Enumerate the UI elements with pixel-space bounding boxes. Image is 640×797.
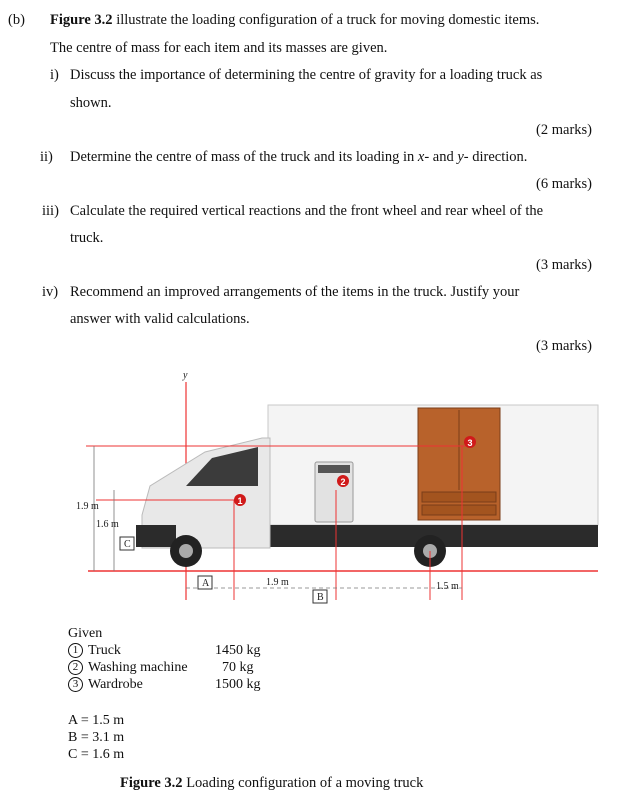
dim-19m-bottom: 1.9 m — [266, 577, 289, 588]
given-item-2 — [68, 660, 188, 676]
intro-line-1 — [50, 12, 539, 29]
subq-ii-end: - direction. — [463, 149, 528, 165]
subq-i-line1: Discuss the importance of determining the centre of gravity for a loading truck as — [70, 67, 543, 83]
given-dim-a: A = 1.5 m — [68, 713, 125, 728]
dim-19m-left: 1.9 m — [76, 501, 99, 512]
marker-1-label: 1 — [237, 496, 243, 506]
figure-caption — [120, 775, 423, 792]
given-dim-c: C = 1.6 m — [68, 747, 125, 762]
subq-i-marks: (2 marks) — [536, 122, 592, 138]
label-c: C — [124, 539, 131, 550]
x-variable: x — [417, 149, 425, 165]
front-wheel-hub — [179, 544, 193, 558]
subq-ii-num: ii) — [40, 149, 53, 165]
subq-iii-num: iii) — [42, 203, 59, 219]
given-item-2-mass: 70 kg — [222, 660, 254, 675]
given-item-2-name: Washing machine — [88, 660, 188, 675]
y-axis-label: y — [183, 370, 188, 381]
subq-iv-num: iv) — [42, 284, 59, 300]
dim-15m: 1.5 m — [436, 581, 459, 592]
subq-iv-line2: answer with valid calculations. — [70, 311, 250, 327]
wardrobe-drawer-2 — [422, 505, 496, 515]
subq-i-line2: shown. — [70, 95, 112, 111]
intro-line-2: The centre of mass for each item and its masses are given. — [50, 40, 388, 56]
subq-iii-line1: Calculate the required vertical reactions and the front wheel and rear wheel of the — [70, 203, 544, 219]
subq-ii-marks: (6 marks) — [536, 176, 592, 192]
given-item-1-name: Truck — [88, 643, 121, 658]
caption-label: Figure 3.2 — [120, 775, 183, 791]
given-item-3-name: Wardrobe — [88, 677, 143, 692]
label-a: A — [202, 578, 210, 589]
given-dim-b: B = 3.1 m — [68, 730, 125, 745]
given-item-1-num: 1 — [68, 643, 83, 658]
subq-iii-marks: (3 marks) — [536, 257, 592, 273]
given-item-3 — [68, 677, 143, 693]
dim-16m: 1.6 m — [96, 519, 119, 530]
marker-3-label: 3 — [467, 438, 473, 448]
intro-text: illustrate the loading configuration of a truck for moving domestic items. — [116, 12, 540, 28]
subq-iv-marks: (3 marks) — [536, 338, 592, 354]
bumper — [136, 525, 176, 547]
subq-ii-text: Determine the centre of mass of the truck and its loading in — [70, 149, 415, 165]
subq-ii-dash: - and — [424, 149, 454, 165]
y-variable: y — [457, 149, 464, 165]
given-item-3-mass: 1500 kg — [215, 677, 261, 692]
caption-text: Loading configuration of a moving truck — [186, 775, 424, 791]
given-heading: Given — [68, 626, 103, 641]
given-item-3-num: 3 — [68, 677, 83, 692]
marker-2-label: 2 — [340, 477, 346, 487]
subq-iii-line2: truck. — [70, 230, 104, 246]
label-b: B — [317, 592, 324, 603]
figure-reference: Figure 3.2 — [50, 12, 113, 28]
given-item-1 — [68, 643, 121, 659]
given-item-2-num: 2 — [68, 660, 83, 675]
wardrobe-drawer-1 — [422, 492, 496, 502]
subq-iv-line1: Recommend an improved arrangements of the items in the truck. Justify your — [70, 284, 520, 300]
subq-ii-line1 — [70, 149, 527, 166]
part-label: (b) — [8, 12, 25, 28]
truck-figure — [0, 360, 640, 610]
washing-machine-panel — [318, 465, 350, 473]
given-item-1-mass: 1450 kg — [215, 643, 261, 658]
subq-i-num: i) — [50, 67, 59, 83]
